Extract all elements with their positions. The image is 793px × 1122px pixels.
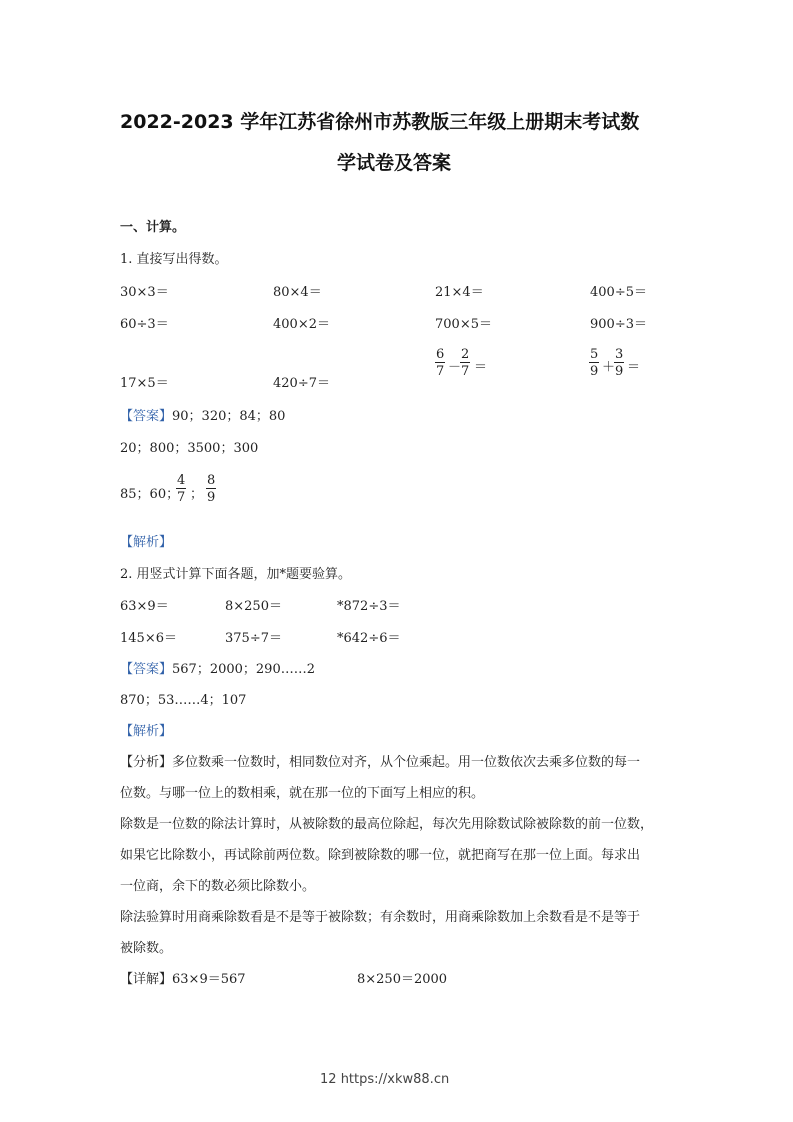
q2-r2-c1: 145×6＝ [120,631,177,646]
footer-url[interactable]: https://xkw88.cn [340,1072,450,1087]
page-title-line1: 2022-2023 学年江苏省徐州市苏教版三年级上册期末考试数 [120,111,640,133]
q1-answer-line2: 20；800；3500；300 [120,441,259,456]
q1-r1-c1: 30×3＝ [120,285,169,300]
q2-analysis-p3-line2: 被除数。 [120,941,173,956]
q2-r1-c1: 63×9＝ [120,599,169,614]
q1-frac-a-operator: － [448,360,462,375]
page-number: 12 [320,1072,337,1087]
q1-r1-c2: 80×4＝ [273,285,322,300]
q1-r3-c1: 17×5＝ [120,376,169,391]
q1-r2-c3: 700×5＝ [435,317,492,332]
answer-label: 【答案】 [120,662,173,677]
q2-r2-c2: 375÷7＝ [225,631,282,646]
q1-answer-line1: 【答案】90；320；84；80 [120,409,286,424]
q2-r1-c2: 8×250＝ [225,599,282,614]
q1-prompt: 1. 直接写出得数。 [120,252,228,267]
q2-analysis-p1-line2: 位数。与哪一位上的数相乘，就在那一位的下面写上相应的积。 [120,786,485,801]
q1-r1-c4: 400÷5＝ [590,285,647,300]
q2-analysis-p2-line3: 一位商，余下的数必须比除数小。 [120,879,316,894]
q1-frac-b-operator: ＋ [602,360,616,375]
q1-r3-c2: 420÷7＝ [273,376,330,391]
page-title-line2: 学试卷及答案 [337,152,452,174]
q1-answer-fraction-2: $\frac{8}{9}$ [207,473,216,505]
q1-frac-a-term1: $\frac{6}{7}$ [436,347,445,379]
q2-analysis-label: 【解析】 [120,724,173,739]
q1-r2-c2: 400×2＝ [273,317,330,332]
q1-answer-fraction-1: $\frac{4}{7}$ [177,473,186,505]
q1-r1-c3: 21×4＝ [435,285,484,300]
q2-answer-line2: 870；53……4；107 [120,693,247,708]
page-footer [320,1072,449,1087]
q2-analysis-p1-line1: 【分析】多位数乘一位数时，相同数位对齐，从个位乘起。用一位数依次去乘多位数的每一 [120,755,641,770]
q2-answer-line1: 【答案】567；2000；290……2 [120,662,315,677]
q1-r2-c4: 900÷3＝ [590,317,647,332]
q2-prompt: 2. 用竖式计算下面各题，加*题要验算。 [120,567,352,582]
q2-detail-2: 8×250＝2000 [357,972,448,987]
q2-r1-c3: *872÷3＝ [337,599,401,614]
q1-answer-line3-prefix: 85；60； [120,487,180,502]
q1-r2-c1: 60÷3＝ [120,317,169,332]
q2-analysis-p2-line2: 如果它比除数小，再试除前两位数。除到被除数的哪一位，就把商写在那一位上面。每求出 [120,848,641,863]
q1-frac-b-term1: $\frac{5}{9}$ [590,347,599,379]
q2-analysis-p3-line1: 除法验算时用商乘除数看是不是等于被除数；有余数时，用商乘除数加上余数看是不是等于 [120,910,641,925]
answer-label: 【答案】 [120,409,173,424]
q2-analysis-p2-line1: 除数是一位数的除法计算时，从被除数的最高位除起，每次先用除数试除被除数的前一位数， [120,817,654,832]
q2-r2-c3: *642÷6＝ [337,631,401,646]
q1-answer-separator: ； [190,487,204,502]
q1-frac-a-equals: ＝ [474,360,488,375]
q2-detail-line: 【详解】63×9＝567 [120,972,246,987]
section-heading: 一、计算。 [120,220,186,235]
q1-frac-b-term2: $\frac{3}{9}$ [615,347,624,379]
q1-analysis-label: 【解析】 [120,535,173,550]
q1-frac-a-term2: $\frac{2}{7}$ [461,347,470,379]
q1-frac-b-equals: ＝ [627,360,641,375]
